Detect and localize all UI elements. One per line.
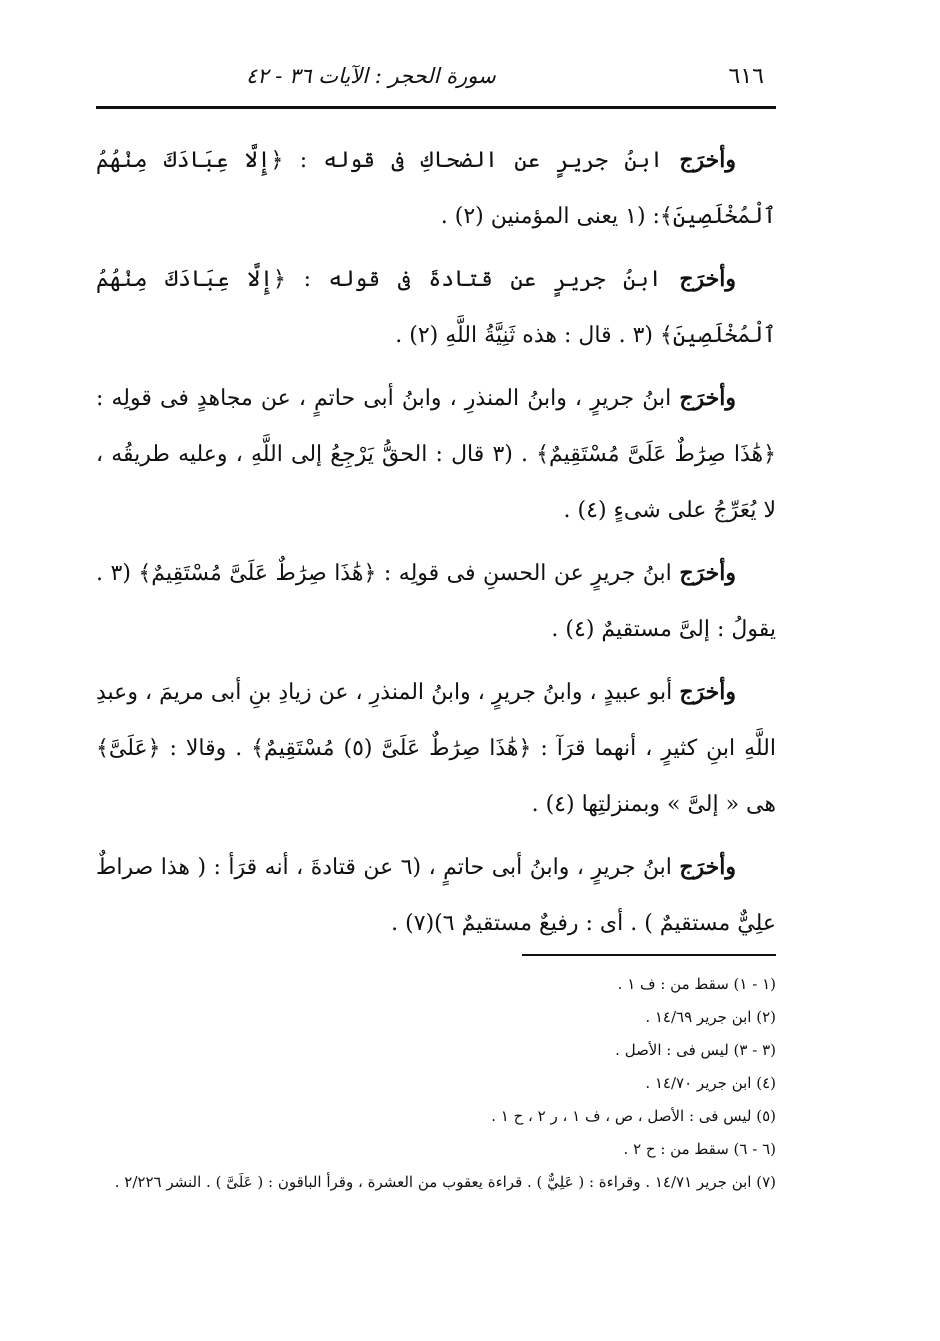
paragraph-lead: وأخرَج bbox=[679, 147, 736, 173]
paragraph-4 bbox=[96, 545, 776, 658]
paragraph-text: ابنُ جريرٍ عن قتادةَ فى قوله : ﴿إِلَّا عِبَادَكَ مِنْهُمُ ٱلْمُخْلَصِينَ﴾ (٣ . قال : هذه ثَنِيَّةُ اللَّهِ (٢) . bbox=[96, 267, 776, 348]
footnote-1: (١ - ١) سقط من : ف ١ . bbox=[617, 975, 776, 993]
footnote-2: (٢) ابن جرير ١٤/٦٩ . bbox=[645, 1008, 776, 1026]
paragraph-1 bbox=[96, 132, 776, 245]
footnote-4: (٤) ابن جرير ١٤/٧٠ . bbox=[645, 1074, 776, 1092]
footnote-7: (٧) ابن جرير ١٤/٧١ . وقراءة : ( عَلِيٌّ ) . قراءة يعقوب من العشرة ، وقرأ الباقون : ( عَلَىَّ ) . النشر ٢/٢٢٦ . bbox=[114, 1173, 776, 1191]
paragraph-text: ابنُ جريرٍ عن الضحاكِ فى قوله : ﴿إِلَّا عِبَادَكَ مِنْهُمُ ٱلْمُخْلَصِينَ﴾: (١ يعنى المؤمنين (٢) . bbox=[96, 148, 776, 229]
paragraph-text: أبو عبيدٍ ، وابنُ جريرٍ ، وابنُ المنذرِ ، عن زيادِ بنِ أبى مريمَ ، وعبدِ اللَّهِ ابنِ كثيرٍ ، أنهما قرَآ : ﴿هَٰذَا صِرَٰطٌ عَلَىَّ (٥) مُسْتَقِيمٌ﴾ . وقالا : ﴿عَلَىَّ﴾ هى « إلىَّ » وبمنزلتِها (٤) . bbox=[96, 680, 776, 817]
paragraph-lead: وأخرَج bbox=[679, 266, 736, 292]
footnotes bbox=[96, 968, 776, 1199]
footnote-3: (٣ - ٣) ليس فى : الأصل . bbox=[615, 1041, 776, 1059]
running-title: سورة الحجر : الآيات ٣٦ - ٤٢ bbox=[246, 64, 496, 88]
paragraph-lead: وأخرَج bbox=[679, 385, 736, 411]
footnote-5: (٥) ليس فى : الأصل ، ص ، ف ١ ، ر ٢ ، ح ١ . bbox=[491, 1107, 776, 1125]
paragraph-lead: وأخرَج bbox=[679, 679, 736, 705]
paragraph-lead: وأخرَج bbox=[679, 560, 736, 586]
page-number: ٦١٦ bbox=[728, 63, 764, 89]
paragraph-lead: وأخرَج bbox=[679, 854, 736, 880]
paragraph-2 bbox=[96, 251, 776, 364]
paragraph-6 bbox=[96, 839, 776, 952]
paragraph-5 bbox=[96, 664, 776, 833]
footnote-6: (٦ - ٦) سقط من : ح ٢ . bbox=[623, 1140, 776, 1158]
paragraph-text: ابنُ جريرٍ عن الحسنِ فى قولِه : ﴿هَٰذَا صِرَٰطٌ عَلَىَّ مُسْتَقِيمٌ﴾ (٣ . يقولُ : إلىَّ مستقيمٌ (٤) . bbox=[96, 561, 776, 642]
page-header bbox=[96, 58, 764, 94]
footnote-separator bbox=[522, 954, 776, 956]
paragraph-text: ابنُ جريرٍ ، وابنُ أبى حاتمٍ ، (٦ عن قتادةَ ، أنه قرَأ : ( هذا صراطٌ علِيٌّ مستقيمٌ ) . أى : رفيعٌ مستقيمٌ ٦)(٧) . bbox=[96, 855, 776, 936]
paragraph-3 bbox=[96, 370, 776, 539]
header-rule bbox=[96, 106, 776, 109]
main-text bbox=[96, 132, 776, 958]
paragraph-text: ابنُ جريرٍ ، وابنُ المنذرِ ، وابنُ أبى حاتمٍ ، عن مجاهدٍ فى قولِه : ﴿هَٰذَا صِرَٰطٌ عَلَىَّ مُسْتَقِيمٌ﴾ . (٣ قال : الحقُّ يَرْجِعُ إلى اللَّهِ ، وعليه طريقُه ، لا يُعَرِّجُ على شىءٍ (٤) . bbox=[96, 386, 776, 523]
